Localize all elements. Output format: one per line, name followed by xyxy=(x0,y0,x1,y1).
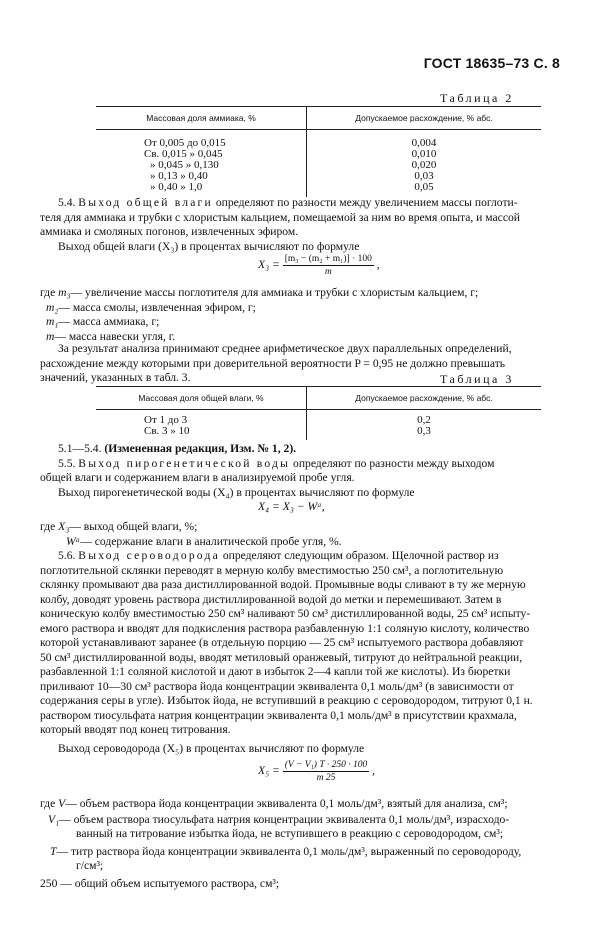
table3-range-cells: От 1 до 3 Св. 3 » 10 xyxy=(96,410,307,441)
section-5-5-definitions: где X₃— выход общей влаги, %; Wᵃ— содержание влаги в аналитической пробе угля, %. xyxy=(40,520,342,548)
table2-range-cells: От 0,005 до 0,015 Св. 0,015 » 0,045 » 0,045 » 0,130 » 0,13 » 0,40 » 0,40 » 1,0 xyxy=(96,130,307,198)
edit-note: (Измененная редакция, Изм. № 1, 2). xyxy=(104,442,297,455)
table2-col2-header: Допускаемое расхождение, % абс. xyxy=(307,107,542,130)
section-5-5-title: Выход пирогенетической воды xyxy=(78,456,291,470)
table2-caption: Таблица 2 xyxy=(440,91,514,105)
table3 xyxy=(96,386,541,440)
table3-col2-header: Допускаемое расхождение, % абс. xyxy=(307,387,542,410)
section-5-4-title: Выход общей влаги xyxy=(78,196,213,209)
table2 xyxy=(96,106,541,197)
section-5-6: 5.6. Выход сероводорода определяют следующим образом. Щелочной раствор из поглотительной склянки переводят в мерную колбу вместимостью 250 см³, а поглотительную склянку промывают два раза дистиллированной водой. Промывные воды сливают в ту же мерную колбу, доводят уровень раствора дистиллированной водой до метки и перемешивают. Затем в коническую колбу вместимостью 250 см³ наливают 50 см³ дистиллированной воды, 25 см³ испыту- емого раствора и вводят для подкисления раствора разбавленную 1:1 соляную кислоту, количество которой устанавливают заранее (в отдельную порцию — 25 см³ испытуемого раствора добавляют 50 см³ дистиллированной воды, вводят метиловый оранжевый, титруют до нейтральной реакции, разбавленной 1:1 соляной кислотой и дают в избыток 2—4 капли той же кислоты). Из бюретки приливают 10—30 см³ раствора йода концентрации эквивалента 0,1 моль/дм³ (в зависимости от содержания серы в угле). Избыток йода, не вступивший в реакцию с сероводородом, титруют 0,1 н. раствором тиосульфата натрия концентрации эквивалента 0,1 моль/дм³ в присутствии крахмала, который вводят под конец титрования. Выход сероводорода (X₅) в процентах вычисляют по формуле xyxy=(40,549,533,755)
table2-value-cells: 0,004 0,010 0,020 0,03 0,05 xyxy=(411,137,437,193)
formula-x3: X₃ = $\frac{\text{[m₃ − (m₂ + m₁)] · 100}}{m}$ , xyxy=(258,254,380,277)
section-5-5: 5.1—5.4. (Измененная редакция, Изм. № 1, 2). 5.5. Выход пирогенетической воды определяют по разности между выходом общей влаги и содержанием влаги в анализируемой пробе угля. Выход пирогенетической воды (X₄) в процентах вычисляют по формуле xyxy=(40,442,495,499)
section-5-6-definitions: где V— объем раствора йода концентрации эквивалента 0,1 моль/дм³, взятый для анализа, см³; V₁— объем раствора тиосульфата натрия концентрации эквивалента 0,1 моль/дм³, израсходо- ванный на титрование избытка йода, не вступившего в реакцию с сероводородом, см³; T— титр раствора йода концентрации эквивалента 0,1 моль/дм³, выраженный по сероводороду, г/см³; 250 — общий объем испытуемого раствора, см³; xyxy=(40,797,522,890)
table3-col1-header: Массовая доля общей влаги, % xyxy=(96,387,307,410)
section-5-4: 5.4. Выход общей влаги определяют по разности между увеличением массы поглоти- теля для аммиака и трубки с хлористым кальцием, помещаемой за ним во время опыта, и массой аммиака и смоляных погонов, извлеченных эфиром. Выход общей влаги (X₃) в процентах вычисляют по формуле xyxy=(40,196,520,253)
section-5-4-definitions: где m₃— увеличение массы поглотителя для аммиака и трубки с хлористым кальцием, г; m₂— масса смолы, извлеченная эфиром, г; m₁— масса аммиака, г; m— масса навески угля, г. xyxy=(40,286,479,343)
table3-value-cells: 0,2 0,3 xyxy=(417,414,431,437)
formula-x5: X₅ = $\frac{\text{(V − V₁) T · 250 · 100}}{m 25}$ , xyxy=(258,760,376,783)
table3-caption: Таблица 3 xyxy=(440,372,514,386)
section-5-6-title: Выход сероводорода xyxy=(78,549,220,562)
formula-x4: X₄ = X₃ − Wᵃ, xyxy=(258,500,325,513)
table2-col1-header: Массовая доля аммиака, % xyxy=(96,107,307,130)
page-header: ГОСТ 18635–73 С. 8 xyxy=(423,55,560,71)
section-5-4-result: За результат анализа принимают среднее арифметическое двух параллельных определений, расхождение между которыми при доверительной вероятности P = 0,95 не должно превышать значений, указанных в табл. 3. xyxy=(40,342,512,384)
